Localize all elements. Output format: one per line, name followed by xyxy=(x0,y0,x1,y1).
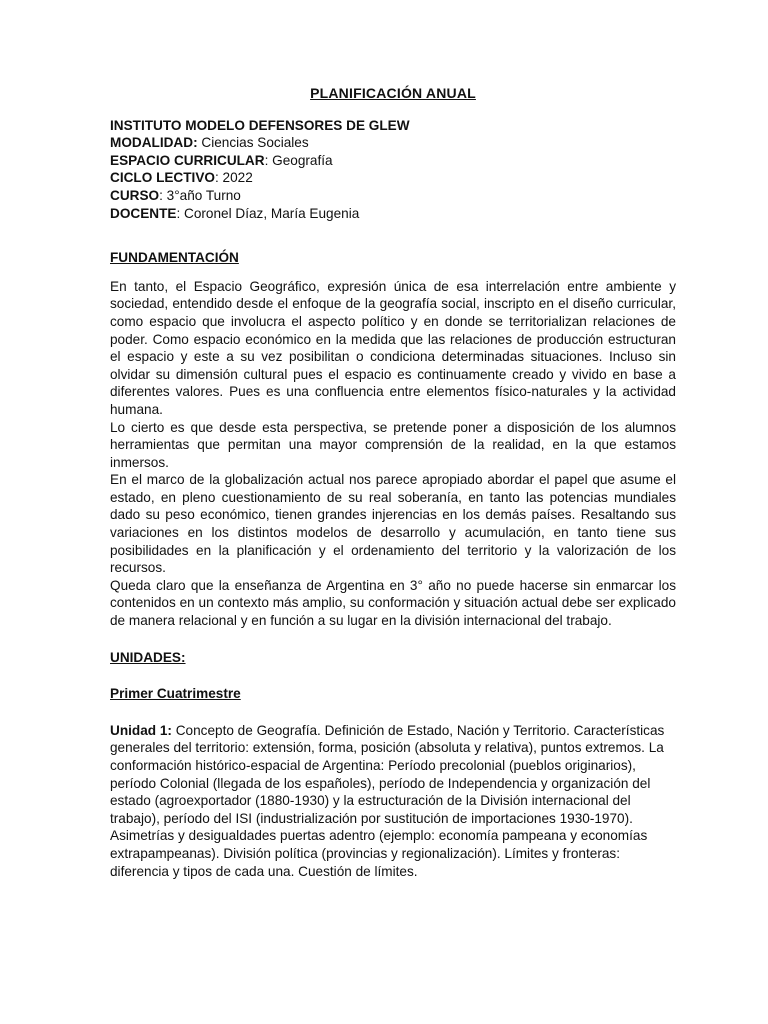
period-heading: Primer Cuatrimestre xyxy=(110,686,241,702)
meta-value: Ciencias Sociales xyxy=(197,135,309,151)
meta-value: : 2022 xyxy=(214,170,253,186)
unit-1-description xyxy=(110,722,676,880)
spacer xyxy=(110,267,676,278)
meta-docente xyxy=(110,205,676,223)
spacer xyxy=(110,222,676,249)
document-page xyxy=(110,85,676,880)
meta-label: DOCENTE xyxy=(110,205,177,221)
institute-name: INSTITUTO MODELO DEFENSORES DE GLEW xyxy=(110,117,410,133)
meta-label: ESPACIO CURRICULAR xyxy=(110,152,265,168)
meta-label: CICLO LECTIVO xyxy=(110,170,215,186)
meta-curso xyxy=(110,187,676,205)
document-title: PLANIFICACIÓN ANUAL xyxy=(310,85,476,101)
fundamentacion-paragraph: Queda claro que la enseñanza de Argentina en 3° año no puede hacerse sin enmarcar los contenidos en un contexto más amplio, su conformación y situación actual debe ser explicado de manera relacional y en función a su lugar en la división internacional del trabajo. xyxy=(110,577,676,629)
spacer xyxy=(110,630,676,649)
unit-1-label: Unidad 1: xyxy=(110,722,172,738)
meta-label: CURSO xyxy=(110,187,160,203)
fundamentacion-paragraph: En tanto, el Espacio Geográfico, expresión única de esa interrelación entre ambiente y sociedad, entendido desde el enfoque de la geografía social, inscripto en el diseño curricular, como espacio que involucra el aspecto político y en donde se territorializan relaciones de poder. Como espacio económico en la medida que las relaciones de producción estructuran el espacio y este a su vez posibilitan o condiciona determinadas situaciones. Incluso sin olvidar su dimensión cultural pues el espacio es continuamente creado y vivido en base a diferentes valores. Pues es una confluencia entre elementos físico-naturales y la actividad humana. xyxy=(110,278,676,417)
spacer xyxy=(110,666,676,685)
meta-ciclo-lectivo xyxy=(110,169,676,187)
meta-value: : Coronel Díaz, María Eugenia xyxy=(176,205,360,221)
unidades-heading: UNIDADES: xyxy=(110,649,186,665)
meta-label: MODALIDAD: xyxy=(110,135,198,151)
meta-modalidad xyxy=(110,134,676,152)
spacer xyxy=(110,703,676,722)
fundamentacion-paragraph: En el marco de la globalización actual nos parece apropiado abordar el papel que asume el estado, en pleno cuestionamiento de su real soberanía, en tanto las potencias mundiales dado su peso económico, tienen grandes injerencias en los demás países. Resaltando sus variaciones en los distintos modelos de desarrollo y acumulación, en tanto tiene sus posibilidades en la planificación y el ordenamiento del territorio y la valorización de los recursos. xyxy=(110,472,676,576)
unit-1-text: Concepto de Geografía. Definición de Estado, Nación y Territorio. Características generales del territorio: extensión, forma, posición (absoluta y relativa), puntos extremos. La conformación histórico-espacial de Argentina: Período precolonial (pueblos originarios), período Colonial (llegada de los españoles), período de Independencia y organización del estado (agroexportador (1880-1930) y la estructuración de la División internacional del trabajo), período del ISI (industrialización por sustitución de importaciones 1930-1970). Asimetrías y desigualdades puertas adentro (ejemplo: economía pampeana y economías extrapampeanas). División política (provincias y regionalización). Límites y fronteras: diferencia y tipos de cada una. Cuestión de límites. xyxy=(110,722,665,879)
meta-espacio-curricular xyxy=(110,152,676,170)
meta-value: : 3°año Turno xyxy=(159,187,241,203)
meta-value: : Geografía xyxy=(264,152,333,168)
fundamentacion-heading: FUNDAMENTACIÓN xyxy=(110,250,239,266)
fundamentacion-paragraph: Lo cierto es que desde esta perspectiva, se pretende poner a disposición de los alumnos herramientas que permitan una mayor comprensión de la realidad, en la que estamos inmersos. xyxy=(110,419,676,470)
